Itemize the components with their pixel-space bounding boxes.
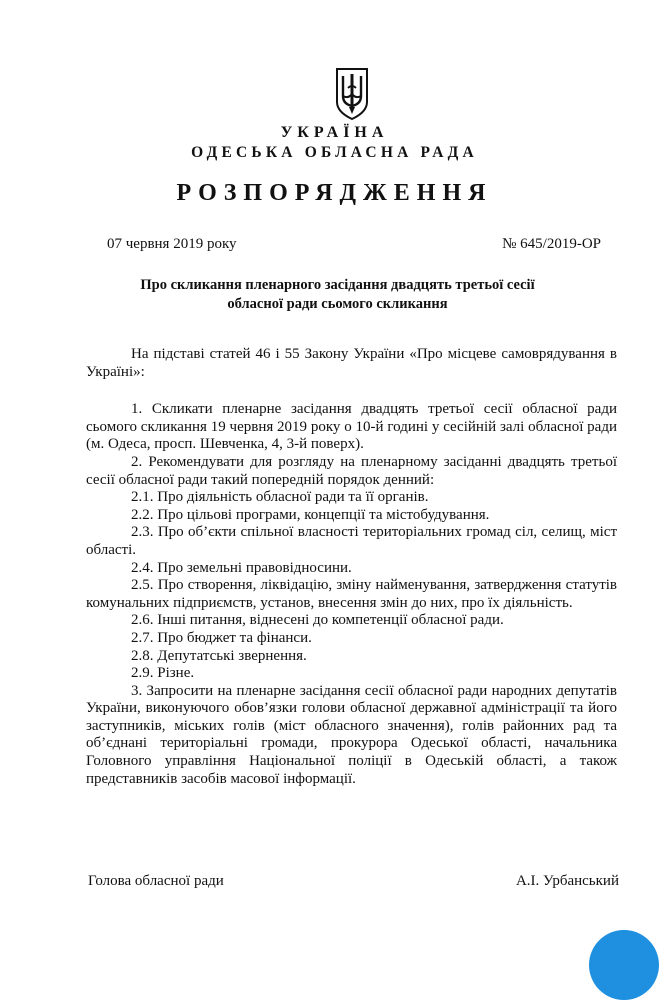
body-item-2-3: 2.3. Про об’єкти спільної власності територіальних громад сіл, селищ, міст області. xyxy=(86,524,617,558)
document-type-heading: РОЗПОРЯДЖЕННЯ xyxy=(176,180,493,206)
council-heading: ОДЕСЬКА ОБЛАСНА РАДА xyxy=(191,144,478,161)
signatory-position: Голова обласної ради xyxy=(88,873,224,889)
body-item-2-5: 2.5. Про створення, ліквідацію, зміну найменування, затвердження статутів комунальних підприємств, установ, внесення змін до них, про їх діяльність. xyxy=(86,577,617,611)
body-item-2-7: 2.7. Про бюджет та фінанси. xyxy=(131,629,312,646)
body-item-2-1: 2.1. Про діяльність обласної ради та її органів. xyxy=(131,489,429,506)
title-line-2: обласної ради сьомого скликання xyxy=(227,296,448,312)
body-item-2-8: 2.8. Депутатські звернення. xyxy=(131,647,307,664)
document-body xyxy=(86,346,617,788)
body-item-2: 2. Рекомендувати для розгляду на пленарному засіданні двадцять третьої сесії обласної ради такий попередній порядок денний: xyxy=(86,453,617,488)
body-item-3: 3. Запросити на пленарне засідання сесії обласної ради народних депутатів України, виконуючого обов’язки голови обласної державної адміністрації та його заступників, міських голів (міст обласного значення), голів районних рад та об’єднані територіальні громади, прокурора Одеської області, начальника Головного управління Національної поліції в Одеській області, а також представників засобів масової інформації. xyxy=(86,682,617,787)
document-number: № 645/2019-ОР xyxy=(502,236,601,252)
country-heading: УКРАЇНА xyxy=(280,124,389,141)
body-item-1: 1. Скликати пленарне засідання двадцять третьої сесії обласної ради сьомого скликання 19 червня 2019 року о 10-й годині у сесійній залі обласної ради (м. Одеса, просп. Шевченка, 4, 3-й поверх). xyxy=(86,401,617,453)
document-date: 07 червня 2019 року xyxy=(107,236,237,252)
document-title xyxy=(100,276,575,314)
preamble: На підставі статей 46 і 55 Закону України «Про місцеве самоврядування в Україні»: xyxy=(86,346,617,380)
signatory-name: А.І. Урбанський xyxy=(515,873,619,889)
body-item-2-4: 2.4. Про земельні правовідносини. xyxy=(131,559,352,576)
title-line-1: Про скликання пленарного засідання двадцять третьої сесії xyxy=(140,277,535,293)
floating-action-button[interactable] xyxy=(589,930,659,1000)
trident-emblem-icon xyxy=(332,66,372,122)
body-item-2-2: 2.2. Про цільові програми, концепції та містобудування. xyxy=(131,506,490,523)
body-item-2-9: 2.9. Різне. xyxy=(131,665,195,682)
body-item-2-6: 2.6. Інші питання, віднесені до компетенції обласної ради. xyxy=(131,612,504,629)
